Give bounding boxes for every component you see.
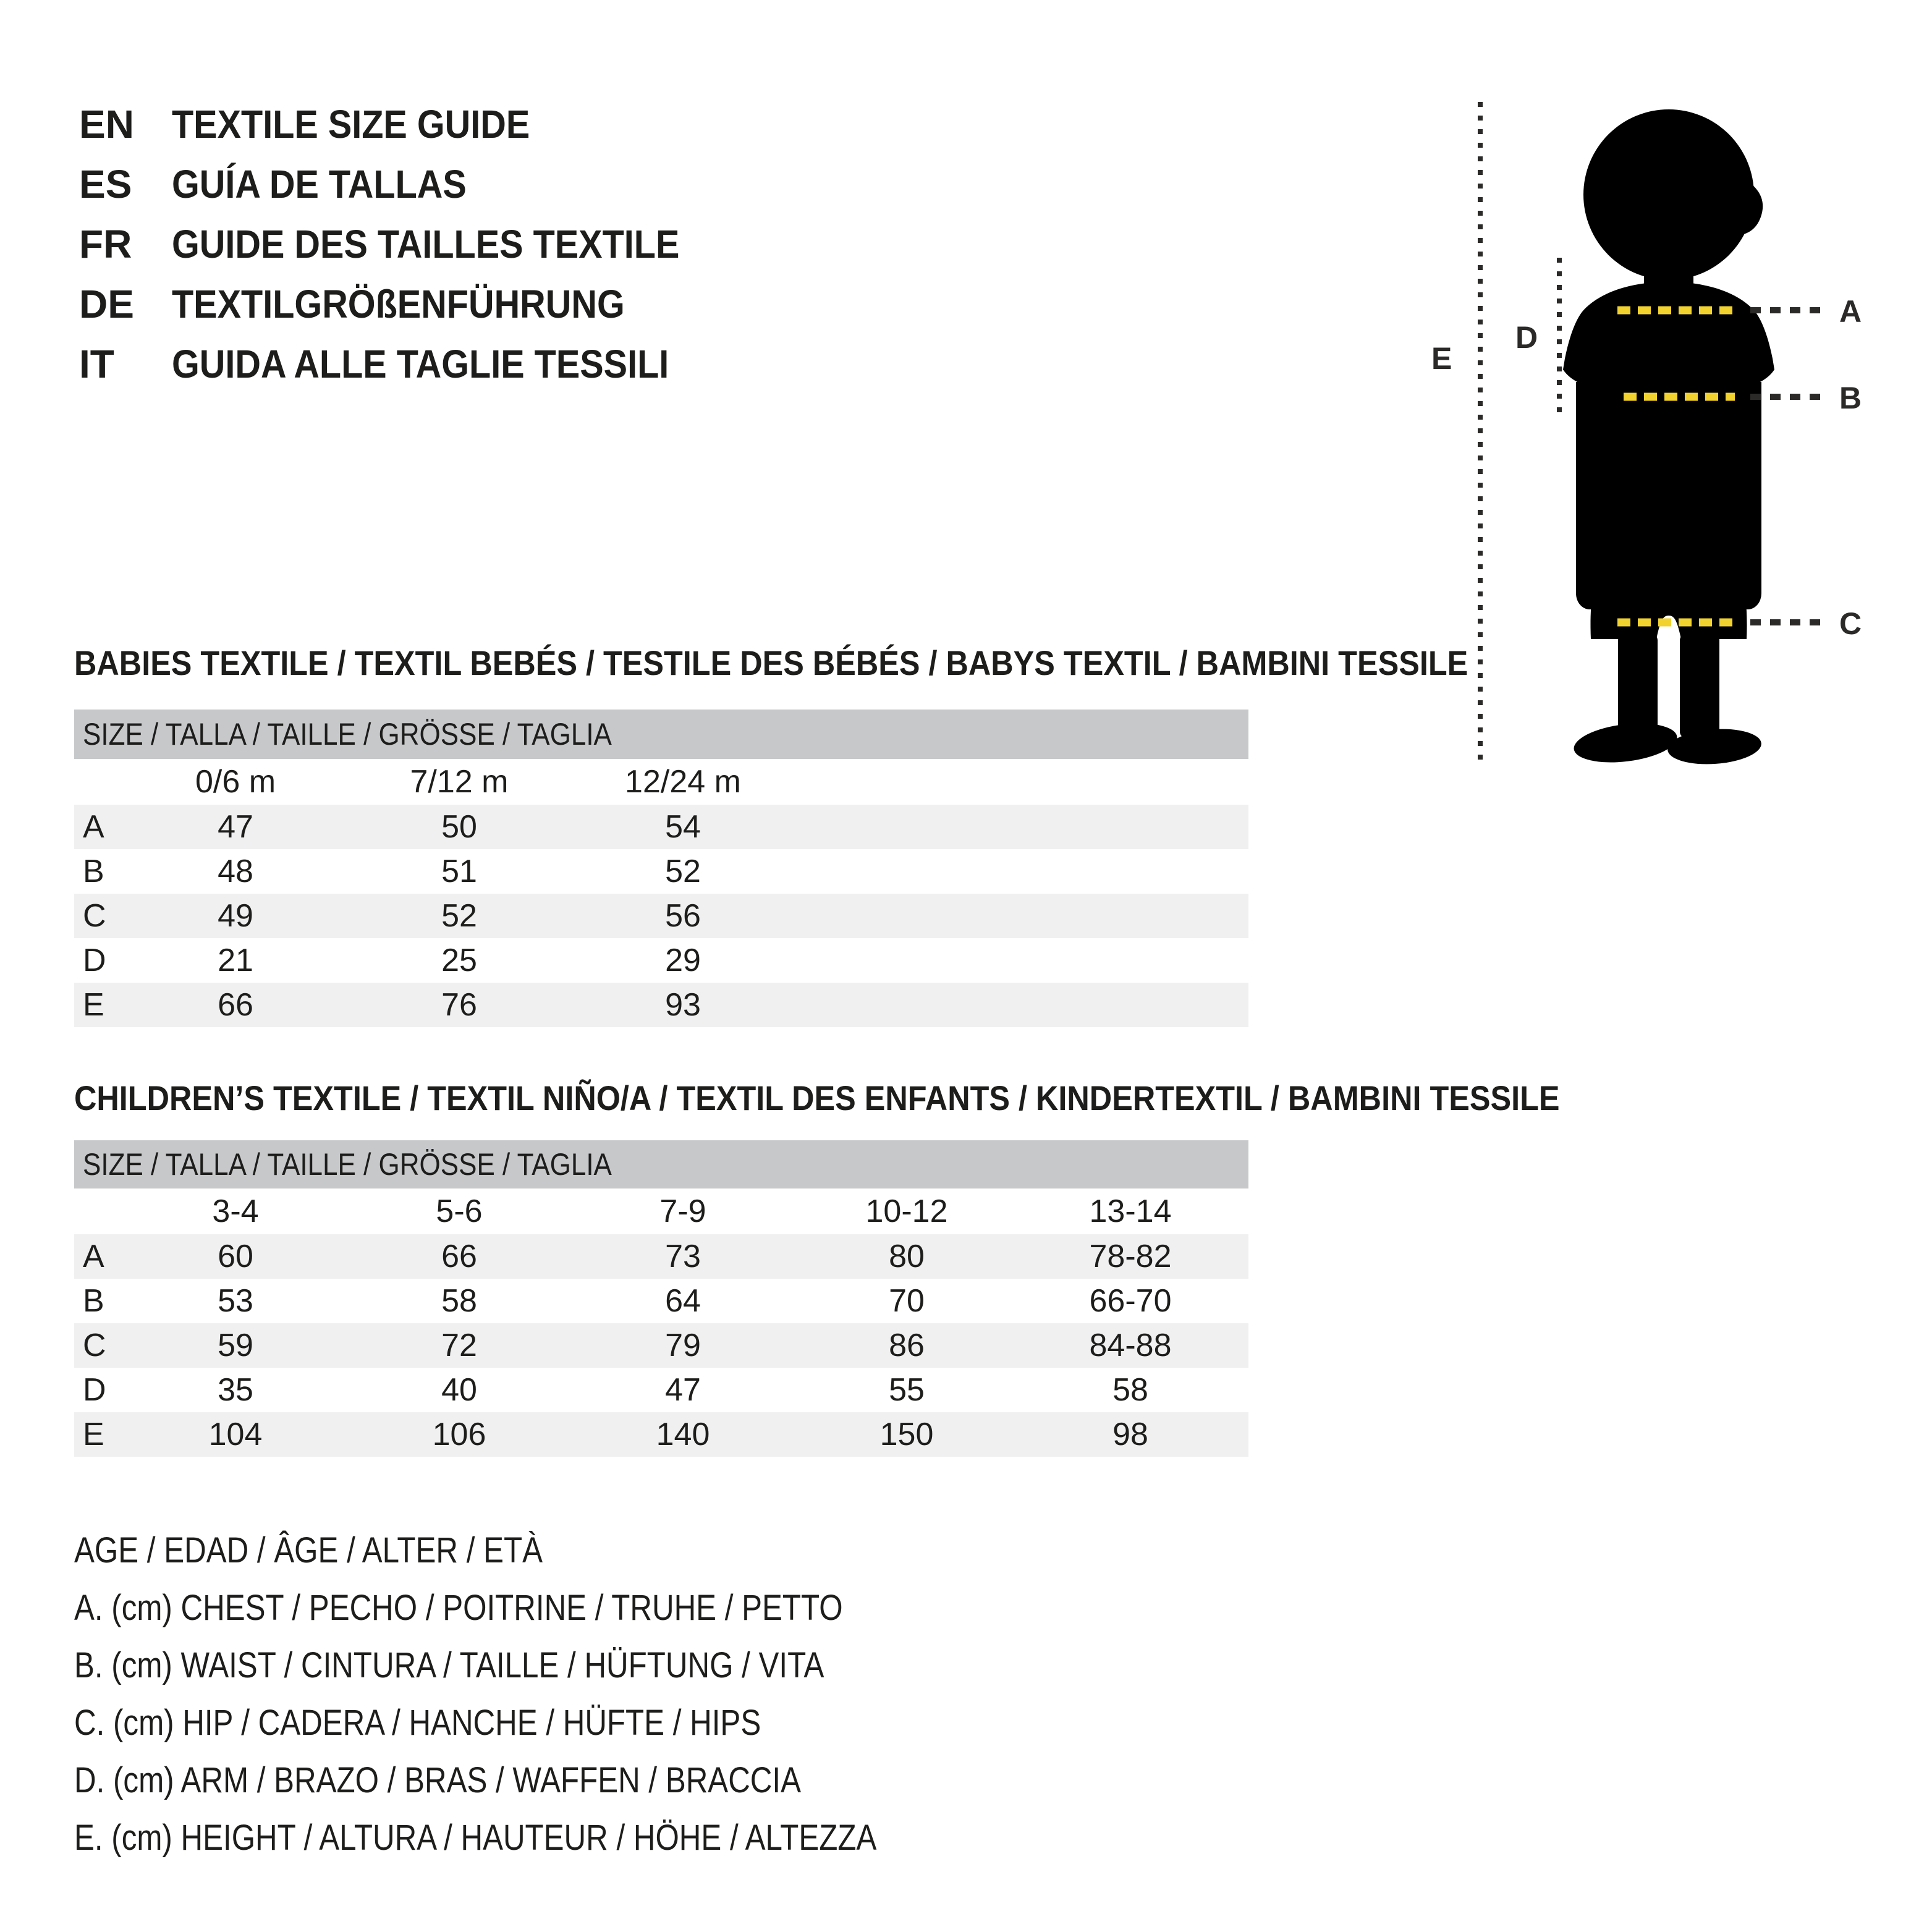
silhouette-left-shoe (1572, 718, 1679, 768)
measure-label-b: B (1839, 381, 1862, 415)
table-row (74, 1234, 1248, 1279)
cell-value: 25 (441, 943, 477, 978)
table-row (74, 1323, 1248, 1368)
children-size-table (74, 1140, 1248, 1457)
row-label: D (83, 943, 106, 978)
language-title: GUIDA ALLE TAGLIE TESSILI (172, 341, 669, 386)
measure-label-e: E (1431, 341, 1452, 376)
cell-value: 52 (665, 854, 701, 889)
row-label: A (83, 1239, 104, 1274)
cell-value: 59 (218, 1328, 253, 1363)
legend-line-chest: A. (cm) CHEST / PECHO / POITRINE / TRUHE / PETTO (74, 1588, 843, 1628)
children-section-title: CHILDREN’S TEXTILE / TEXTIL NIÑO/A / TEXTIL DES ENFANTS / KINDERTEXTIL / BAMBINI TESSILE (74, 1078, 1560, 1117)
cell-value: 51 (441, 854, 477, 889)
table-row (74, 849, 1248, 894)
row-label: E (83, 1417, 104, 1452)
cell-value: 64 (665, 1283, 701, 1319)
row-label: B (83, 854, 104, 889)
table-row (74, 983, 1248, 1027)
babies-section-title: BABIES TEXTILE / TEXTIL BEBÉS / TESTILE DES BÉBÉS / BABYS TEXTIL / BAMBINI TESSILE (74, 643, 1468, 682)
legend-line-arm: D. (cm) ARM / BRAZO / BRAS / WAFFEN / BRACCIA (74, 1760, 801, 1800)
cell-value: 140 (656, 1417, 710, 1452)
row-label: D (83, 1372, 106, 1408)
column-header: 5-6 (436, 1193, 483, 1229)
table-row (74, 805, 1248, 849)
measurement-legend (74, 1522, 1019, 1866)
cell-value: 54 (665, 809, 701, 845)
column-header: 13-14 (1089, 1193, 1172, 1229)
cell-value: 79 (665, 1328, 701, 1363)
cell-value: 104 (208, 1417, 263, 1452)
cell-value: 52 (441, 898, 477, 934)
language-title-block (79, 94, 736, 394)
cell-value: 60 (218, 1239, 253, 1274)
language-title: GUIDE DES TAILLES TEXTILE (172, 221, 680, 266)
cell-value: 56 (665, 898, 701, 934)
row-label: B (83, 1283, 104, 1319)
language-row-it (79, 334, 736, 394)
table-row (74, 1368, 1248, 1412)
table-row (74, 938, 1248, 983)
cell-value: 58 (1112, 1372, 1148, 1408)
silhouette-left-leg (1618, 634, 1658, 738)
size-header-bar: SIZE / TALLA / TAILLE / GRÖSSE / TAGLIA (74, 1140, 1248, 1188)
row-label: E (83, 987, 104, 1023)
cell-value: 70 (889, 1283, 925, 1319)
language-code: IT (79, 341, 114, 386)
legend-line-height: E. (cm) HEIGHT / ALTURA / HAUTEUR / HÖHE / ALTEZZA (74, 1818, 877, 1858)
cell-value: 47 (218, 809, 253, 845)
measure-label-d: D (1515, 320, 1538, 355)
language-title: GUÍA DE TALLAS (172, 161, 467, 206)
cell-value: 66 (441, 1239, 477, 1274)
language-code: ES (79, 161, 132, 206)
cell-value: 40 (441, 1372, 477, 1408)
cell-value: 21 (218, 943, 253, 978)
cell-value: 106 (432, 1417, 486, 1452)
column-header: 7-9 (659, 1193, 706, 1229)
table-row (74, 1279, 1248, 1323)
cell-value: 48 (218, 854, 253, 889)
cell-value: 80 (889, 1239, 925, 1274)
cell-value: 76 (441, 987, 477, 1023)
legend-line-waist: B. (cm) WAIST / CINTURA / TAILLE / HÜFTUNG / VITA (74, 1645, 824, 1685)
cell-value: 58 (441, 1283, 477, 1319)
silhouette-right-leg (1680, 634, 1719, 738)
cell-value: 66 (218, 987, 253, 1023)
language-row-fr (79, 214, 736, 274)
cell-value: 84-88 (1089, 1328, 1172, 1363)
cell-value: 35 (218, 1372, 253, 1408)
column-header: 0/6 m (195, 764, 276, 800)
measure-label-c: C (1839, 606, 1862, 641)
row-label: A (83, 809, 104, 845)
language-row-de (79, 274, 736, 334)
cell-value: 93 (665, 987, 701, 1023)
language-code: EN (79, 101, 134, 146)
cell-value: 49 (218, 898, 253, 934)
column-header-row (74, 759, 1248, 805)
cell-value: 50 (441, 809, 477, 845)
language-code: FR (79, 221, 132, 266)
table-row (74, 894, 1248, 938)
silhouette-head (1583, 109, 1754, 280)
cell-value: 29 (665, 943, 701, 978)
cell-value: 53 (218, 1283, 253, 1319)
language-title: TEXTILGRÖßENFÜHRUNG (172, 281, 625, 326)
cell-value: 66-70 (1089, 1283, 1172, 1319)
table-row (74, 1412, 1248, 1457)
size-header-bar: SIZE / TALLA / TAILLE / GRÖSSE / TAGLIA (74, 710, 1248, 759)
cell-value: 73 (665, 1239, 701, 1274)
column-header: 3-4 (212, 1193, 259, 1229)
language-title: TEXTILE SIZE GUIDE (172, 101, 530, 146)
measure-label-a: A (1839, 294, 1862, 329)
column-header: 10-12 (865, 1193, 948, 1229)
legend-line-hip: C. (cm) HIP / CADERA / HANCHE / HÜFTE / HIPS (74, 1703, 761, 1743)
cell-value: 55 (889, 1372, 925, 1408)
language-code: DE (79, 281, 134, 326)
row-label: C (83, 1328, 106, 1363)
column-header: 12/24 m (625, 764, 741, 800)
language-row-es (79, 154, 736, 214)
cell-value: 72 (441, 1328, 477, 1363)
cell-value: 86 (889, 1328, 925, 1363)
legend-line-age: AGE / EDAD / ÂGE / ALTER / ETÀ (74, 1530, 543, 1570)
column-header: 7/12 m (410, 764, 509, 800)
cell-value: 150 (879, 1417, 934, 1452)
cell-value: 47 (665, 1372, 701, 1408)
row-label: C (83, 898, 106, 934)
language-row-en (79, 94, 736, 154)
babies-size-table (74, 710, 1248, 1027)
cell-value: 78-82 (1089, 1239, 1172, 1274)
cell-value: 98 (1112, 1417, 1148, 1452)
column-header-row (74, 1188, 1248, 1234)
